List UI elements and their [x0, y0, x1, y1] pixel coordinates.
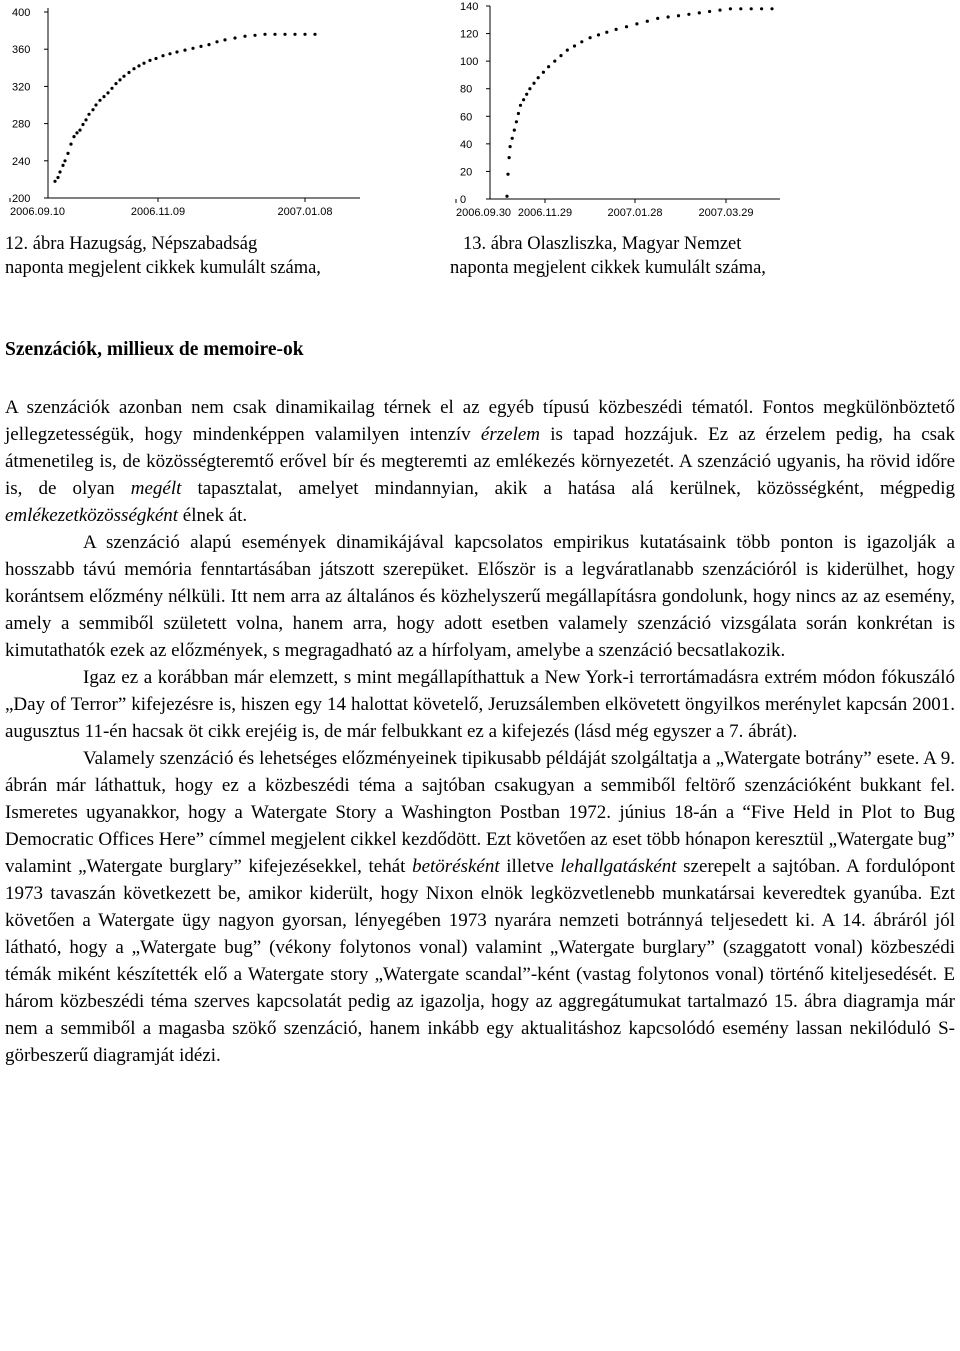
data-point	[519, 104, 522, 107]
data-point	[114, 82, 117, 85]
data-point	[625, 25, 628, 28]
data-point	[207, 43, 210, 46]
data-point	[243, 35, 246, 38]
data-point	[154, 57, 157, 60]
data-point	[98, 99, 101, 102]
data-point	[566, 49, 569, 52]
data-point	[253, 34, 256, 37]
data-point	[760, 7, 763, 10]
data-point	[148, 59, 151, 62]
data-point	[508, 156, 511, 159]
x-tick-label: 2007.01.08	[277, 206, 333, 218]
y-tick-label: 400	[12, 7, 31, 19]
data-point	[283, 33, 286, 36]
data-point	[91, 108, 94, 111]
y-tick-label: 140	[460, 1, 479, 13]
x-tick-label: 2007.01.28	[607, 207, 663, 219]
p4-text-b: illetve	[499, 856, 561, 877]
p4-text-a: Valamely szenzáció és lehetséges előzményeinek tipikusabb példáját szolgáltatja a „Watergate botrány” esete. A 9. ábrán már láthattuk, hogy ez a közbeszédi téma a sajtóban csakugyan a semmiből feltörő szenzációként bukkant fel. Ismeretes ugyanakkor, hogy a Watergate Story a Washington Postban 1972. június 18-án a “Five Held in Plot to Bug Democratic Offices Here” címmel megjelent cikkel kezdődött. Ezt követően az eset több hónapon keresztül „Watergate bug” valamint „Watergate burglary” kifejezésekkel, tehát	[5, 748, 955, 877]
data-point	[511, 137, 514, 140]
data-point	[522, 98, 525, 101]
data-point	[72, 135, 75, 138]
data-point	[63, 159, 66, 162]
y-tick-label: 0	[460, 194, 467, 206]
data-point	[110, 87, 113, 90]
p1-italic-erzelem: érzelem	[480, 424, 541, 445]
data-point	[122, 75, 125, 78]
data-point	[532, 82, 535, 85]
figure-12-chart	[0, 0, 375, 225]
x-tick-label: 2007.03.29	[698, 207, 754, 219]
data-point	[75, 131, 78, 134]
y-tick-label: 100	[460, 56, 479, 69]
data-point	[506, 173, 509, 176]
data-point	[615, 28, 618, 31]
data-point	[542, 71, 545, 74]
data-point	[233, 36, 236, 39]
data-point	[677, 14, 680, 17]
figure-12-caption-line2: naponta megjelent cikkek kumulált száma,	[5, 258, 321, 278]
x-tick-label: 2006.09.10	[10, 206, 66, 218]
body-text	[5, 394, 955, 1069]
data-point	[191, 47, 194, 50]
figure-12-caption-line1: 12. ábra Hazugság, Népszabadság	[5, 234, 258, 254]
x-tick-label: 2006.09.30	[456, 207, 512, 219]
data-point	[183, 49, 186, 52]
figure-13-caption	[450, 232, 766, 280]
paragraph-1	[5, 394, 955, 529]
y-tick-label: 60	[460, 111, 473, 124]
x-tick-label: 2006.11.09	[130, 206, 186, 218]
data-point	[708, 10, 711, 13]
data-point	[263, 33, 266, 36]
data-point	[58, 170, 61, 173]
data-point	[667, 15, 670, 18]
data-point	[127, 71, 130, 74]
data-point	[66, 152, 69, 155]
data-point	[513, 129, 516, 132]
p1-text-c: tapasztalat, amelyet mindannyian, akik a hatása alá kerülnek, közösségként, mégpedig	[181, 478, 955, 499]
y-tick-label: 200	[12, 193, 31, 205]
p1-text-b: is tapad hozzájuk. Ez az érzelem pedig, ha csak átmenetileg is, de közösségteremtő erővel bír és megteremti az emlékezés környezetét. A szenzáció ugyanis, ha rövid időre is, de olyan	[5, 424, 955, 499]
data-point	[313, 33, 316, 36]
data-point	[56, 176, 59, 179]
data-point	[199, 45, 202, 48]
section-heading: Szenzációk, millieux de memoire-ok	[5, 339, 304, 360]
data-point	[78, 129, 81, 132]
data-point	[547, 65, 550, 68]
data-point	[525, 93, 528, 96]
y-tick-label: 280	[12, 118, 31, 131]
data-point	[573, 44, 576, 47]
figure-13-caption-line2: naponta megjelent cikkek kumulált száma,	[450, 258, 766, 278]
p1-italic-emlekezetkozosseg: emlékezetközösségként	[5, 505, 179, 526]
data-point	[509, 145, 512, 148]
data-point	[61, 164, 64, 167]
data-point	[589, 36, 592, 39]
data-point	[87, 113, 90, 116]
data-point	[656, 17, 659, 20]
data-point	[161, 54, 164, 57]
data-point	[635, 22, 638, 25]
data-point	[84, 118, 87, 121]
data-point	[553, 60, 556, 63]
data-point	[106, 91, 109, 94]
p4-text-c: szerepelt a sajtóban. A fordulópont 1973 tavaszán következett be, amikor kiderült, hogy Nixon elnök legközvetlenebb munkatársai keveredtek gyanúba. Ezt követően a Watergate ügy nagyon gyorsan, lényegében 1973 nyarára nemzeti botránnyá teljesedett ki. A 14. ábráról jól látható, hogy a „Watergate bug” (vékony folytonos vonal) valamint „Watergate burglary” (szaggatott vonal) közbeszédi témák miként készítették elő a Watergate story „Watergate scandal”-ként (vastag folytonos vonal) történő kiteljesedését. E három közbeszédi téma szerves kapcsolatát pedig az igazolja, hogy az aggregátumukat tartalmazó 15. ábra diagramja már nem a semmiből a magasba szökő szenzáció, hanem inkább egy aktualitáshoz kapcsolódó esemény lassan nekilóduló S-görbeszerű diagramját idézi.	[5, 856, 955, 1066]
figure-13-chart	[450, 0, 830, 225]
data-point	[646, 20, 649, 23]
data-point	[718, 9, 721, 12]
data-point	[132, 67, 135, 70]
data-point	[698, 11, 701, 14]
data-point	[102, 95, 105, 98]
p1-italic-megelt: megélt	[130, 478, 182, 499]
data-point	[223, 38, 226, 41]
y-tick-label: 240	[12, 155, 31, 168]
data-point	[118, 78, 121, 81]
p4-italic-betores: betörésként	[412, 856, 500, 877]
p1-text-a: A szenzációk azonban nem csak dinamikailag térnek el az egyéb típusú közbeszédi tématól. Fontos megkülönböztető jellegzetességük, hogy mindenképpen valamilyen intenzív	[5, 397, 955, 445]
data-point	[137, 64, 140, 67]
data-point	[770, 7, 773, 10]
data-point	[273, 33, 276, 36]
data-point	[605, 31, 608, 34]
data-point	[528, 87, 531, 90]
data-point	[517, 112, 520, 115]
data-point	[69, 143, 72, 146]
y-tick-label: 320	[12, 81, 31, 94]
y-tick-label: 40	[460, 138, 473, 151]
data-point	[750, 7, 753, 10]
p4-italic-lehallgatas: lehallgatásként	[560, 856, 677, 877]
y-tick-label: 120	[460, 28, 479, 41]
y-tick-label: 360	[12, 44, 31, 57]
data-point	[168, 52, 171, 55]
paragraph-3: Igaz ez a korábban már elemzett, s mint megállapíthattuk a New York-i terrortámadásra extrém módon fókuszáló „Day of Terror” kifejezésre is, hiszen egy 14 halottat követelő, Jeruzsálemben elkövetett öngyilkos merénylet kapcsán 2001. augusztus 11-én hacsak öt cikk erejéig is, de már felbukkant ez a kifejezés (lásd még egyszer a 7. ábrát).	[5, 667, 955, 742]
data-point	[515, 120, 518, 123]
data-point	[559, 54, 562, 57]
p1-text-d: élnek át.	[178, 505, 248, 526]
y-tick-label: 80	[460, 83, 473, 96]
data-point	[53, 180, 56, 183]
data-point	[175, 50, 178, 53]
data-point	[293, 33, 296, 36]
data-point	[687, 13, 690, 16]
x-tick-label: 2006.11.29	[517, 207, 573, 219]
data-point	[597, 33, 600, 36]
data-point	[81, 123, 84, 126]
data-point	[537, 76, 540, 79]
data-point	[729, 7, 732, 10]
data-point	[215, 40, 218, 43]
figure-12-caption	[5, 232, 321, 280]
data-point	[303, 33, 306, 36]
paragraph-2: A szenzáció alapú események dinamikájával kapcsolatos empirikus kutatásaink több ponton is igazolják a hosszabb távú memória fenntartásában játszott szerepüket. Először is a legváratlanabb szenzációról is kiderülhet, hogy korántsem előzmény nélküli. Itt nem arra az általános és közhelyszerű megállapításra gondolunk, hogy nincs az az esemény, amely a semmiből született volna, hanem arra, hogy adott esetben valamely szenzáció vizsgálata során konkrétan is kimutathatók ezek az előzmények, s megragadható az a hírfolyam, amelybe a szenzáció becsatlakozik.	[5, 532, 955, 661]
y-tick-label: 20	[460, 166, 473, 179]
data-point	[580, 40, 583, 43]
figure-13-caption-line1: 13. ábra Olaszliszka, Magyar Nemzet	[463, 234, 742, 254]
data-point	[142, 62, 145, 65]
paragraph-4	[5, 745, 955, 1069]
data-point	[505, 195, 508, 198]
data-point	[739, 7, 742, 10]
data-point	[94, 103, 97, 106]
